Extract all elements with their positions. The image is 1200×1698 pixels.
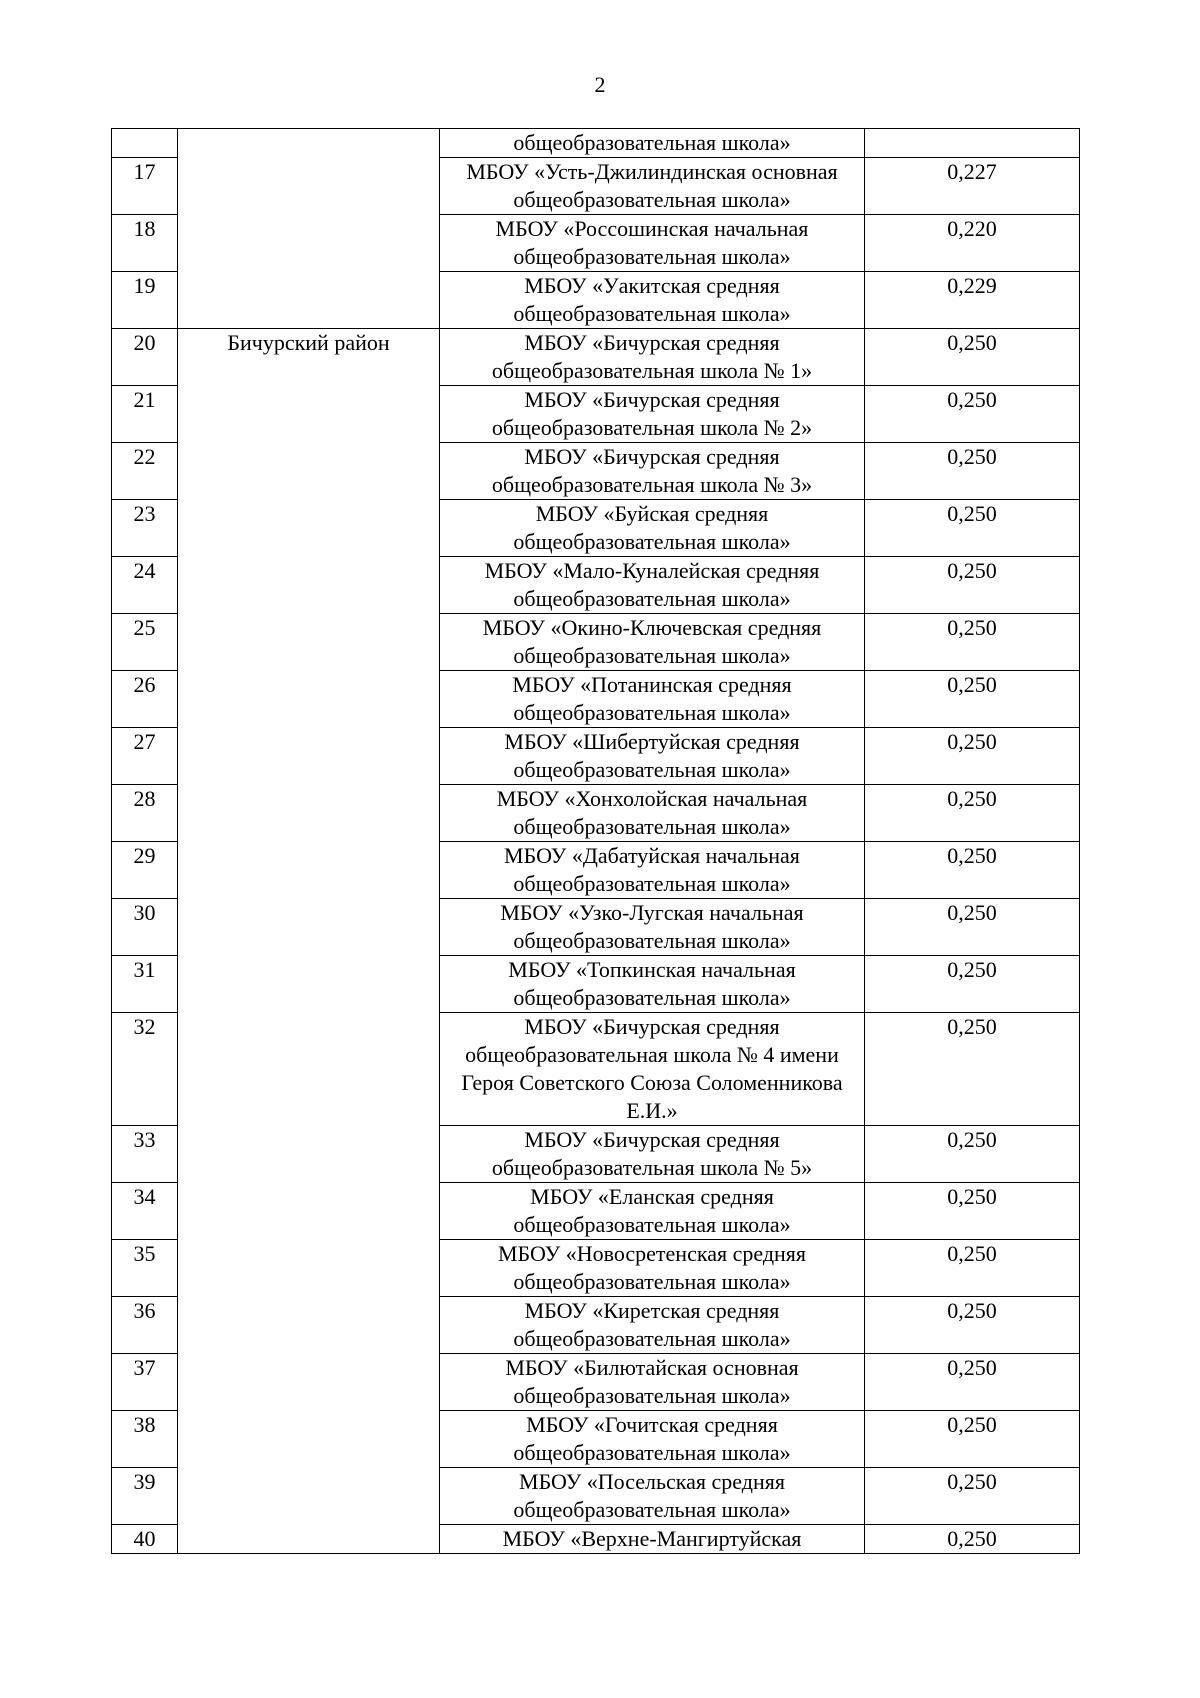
coefficient-value: 0,250 (865, 956, 1080, 1013)
row-number: 27 (112, 728, 178, 785)
coefficient-value: 0,250 (865, 728, 1080, 785)
coefficient-value: 0,250 (865, 1013, 1080, 1126)
district-cell-empty (178, 129, 440, 329)
coefficient-value: 0,250 (865, 557, 1080, 614)
row-number: 28 (112, 785, 178, 842)
school-name: МБОУ «Окино-Ключевская средняя общеобразовательная школа» (440, 614, 865, 671)
coefficient-value: 0,250 (865, 1411, 1080, 1468)
coefficient-value: 0,250 (865, 1126, 1080, 1183)
coefficient-value: 0,250 (865, 1297, 1080, 1354)
school-name: МБОУ «Мало-Куналейская средняя общеобразовательная школа» (440, 557, 865, 614)
coefficient-value: 0,227 (865, 158, 1080, 215)
school-name: МБОУ «Уакитская средняя общеобразовательная школа» (440, 272, 865, 329)
coefficient-value: 0,250 (865, 1183, 1080, 1240)
row-number: 18 (112, 215, 178, 272)
school-name: МБОУ «Бичурская средняя общеобразовательная школа № 2» (440, 386, 865, 443)
coefficient-value: 0,250 (865, 329, 1080, 386)
row-number: 17 (112, 158, 178, 215)
coefficient-value (865, 129, 1080, 158)
coefficient-value: 0,250 (865, 1354, 1080, 1411)
row-number: 24 (112, 557, 178, 614)
row-number: 29 (112, 842, 178, 899)
coefficient-value: 0,250 (865, 1468, 1080, 1525)
school-name: МБОУ «Шибертуйская средняя общеобразовательная школа» (440, 728, 865, 785)
coefficient-value: 0,220 (865, 215, 1080, 272)
coefficient-value: 0,250 (865, 443, 1080, 500)
coefficient-value: 0,250 (865, 671, 1080, 728)
coefficient-value: 0,250 (865, 899, 1080, 956)
row-number: 38 (112, 1411, 178, 1468)
row-number: 21 (112, 386, 178, 443)
school-name: МБОУ «Верхне-Мангиртуйская (440, 1525, 865, 1554)
coefficient-value: 0,250 (865, 1525, 1080, 1554)
school-name: МБОУ «Буйская средняя общеобразовательная школа» (440, 500, 865, 557)
page-number: 2 (594, 72, 606, 97)
row-number: 19 (112, 272, 178, 329)
school-name: общеобразовательная школа» (440, 129, 865, 158)
school-name: МБОУ «Бичурская средняя общеобразовательная школа № 1» (440, 329, 865, 386)
school-name: МБОУ «Бичурская средняя общеобразовательная школа № 4 имени Героя Советского Союза Соломенникова Е.И.» (440, 1013, 865, 1126)
coefficient-value: 0,250 (865, 614, 1080, 671)
row-number: 31 (112, 956, 178, 1013)
table-row (112, 329, 1080, 386)
coefficient-value: 0,250 (865, 842, 1080, 899)
row-number: 25 (112, 614, 178, 671)
row-number: 33 (112, 1126, 178, 1183)
row-number: 23 (112, 500, 178, 557)
school-name: МБОУ «Топкинская начальная общеобразовательная школа» (440, 956, 865, 1013)
school-name: МБОУ «Билютайская основная общеобразовательная школа» (440, 1354, 865, 1411)
coefficient-value: 0,250 (865, 785, 1080, 842)
row-number: 26 (112, 671, 178, 728)
coefficient-value: 0,250 (865, 1240, 1080, 1297)
school-name: МБОУ «Посельская средняя общеобразовательная школа» (440, 1468, 865, 1525)
coefficient-value: 0,229 (865, 272, 1080, 329)
coefficient-value: 0,250 (865, 500, 1080, 557)
row-number: 34 (112, 1183, 178, 1240)
school-name: МБОУ «Потанинская средняя общеобразовательная школа» (440, 671, 865, 728)
row-number: 37 (112, 1354, 178, 1411)
school-name: МБОУ «Россошинская начальная общеобразовательная школа» (440, 215, 865, 272)
row-number: 32 (112, 1013, 178, 1126)
row-number: 35 (112, 1240, 178, 1297)
school-name: МБОУ «Усть-Джилиндинская основная общеобразовательная школа» (440, 158, 865, 215)
row-number: 36 (112, 1297, 178, 1354)
row-number: 40 (112, 1525, 178, 1554)
school-name: МБОУ «Узко-Лугская начальная общеобразовательная школа» (440, 899, 865, 956)
school-name: МБОУ «Бичурская средняя общеобразовательная школа № 3» (440, 443, 865, 500)
row-number: 39 (112, 1468, 178, 1525)
school-name: МБОУ «Гочитская средняя общеобразовательная школа» (440, 1411, 865, 1468)
school-name: МБОУ «Новосретенская средняя общеобразовательная школа» (440, 1240, 865, 1297)
row-number: 30 (112, 899, 178, 956)
school-name: МБОУ «Еланская средняя общеобразовательная школа» (440, 1183, 865, 1240)
row-number (112, 129, 178, 158)
table-row (112, 129, 1080, 158)
district-cell: Бичурский район (178, 329, 440, 1554)
row-number: 22 (112, 443, 178, 500)
school-name: МБОУ «Хонхолойская начальная общеобразовательная школа» (440, 785, 865, 842)
row-number: 20 (112, 329, 178, 386)
school-name: МБОУ «Киретская средняя общеобразовательная школа» (440, 1297, 865, 1354)
table-body (112, 129, 1080, 1554)
school-name: МБОУ «Дабатуйская начальная общеобразовательная школа» (440, 842, 865, 899)
schools-table (111, 128, 1080, 1554)
coefficient-value: 0,250 (865, 386, 1080, 443)
school-name: МБОУ «Бичурская средняя общеобразовательная школа № 5» (440, 1126, 865, 1183)
